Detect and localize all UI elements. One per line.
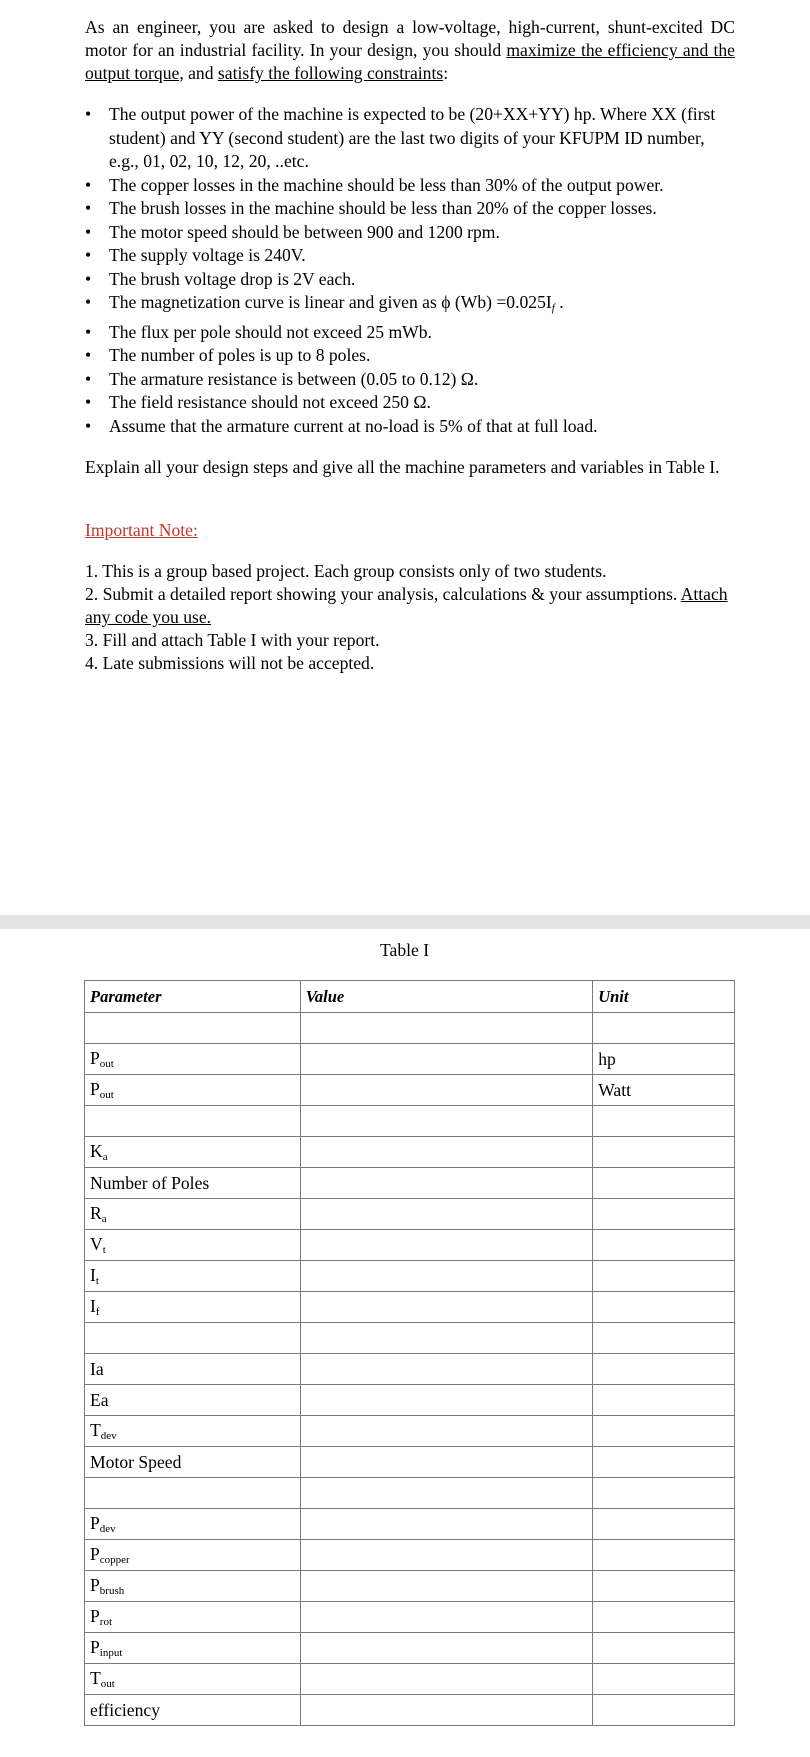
parameter-subscript: rot bbox=[99, 1616, 113, 1628]
unit-cell bbox=[593, 1478, 735, 1509]
table-row bbox=[85, 1540, 735, 1571]
table-row bbox=[85, 1230, 735, 1261]
parameter-name: I bbox=[90, 1296, 96, 1316]
table-row bbox=[85, 1509, 735, 1540]
note-item bbox=[85, 583, 735, 629]
constraint-text: The brush losses in the machine should be less than 20% of the copper losses. bbox=[109, 198, 657, 218]
page-divider bbox=[0, 915, 810, 929]
parameter-cell bbox=[85, 1540, 301, 1571]
value-cell[interactable] bbox=[300, 1385, 592, 1416]
header-unit: Unit bbox=[593, 981, 735, 1013]
bullet-icon: • bbox=[85, 292, 92, 312]
table-row bbox=[85, 1664, 735, 1695]
parameter-cell bbox=[85, 1416, 301, 1447]
parameter-name: P bbox=[90, 1048, 100, 1068]
parameter-name: P bbox=[90, 1575, 100, 1595]
unit-cell bbox=[593, 1664, 735, 1695]
table-row bbox=[85, 1323, 735, 1354]
parameter-cell bbox=[85, 1044, 301, 1075]
parameter-cell bbox=[85, 1602, 301, 1633]
parameter-name: Ia bbox=[90, 1358, 104, 1379]
value-cell[interactable] bbox=[300, 1571, 592, 1602]
unit-cell bbox=[593, 1323, 735, 1354]
table-row bbox=[85, 1075, 735, 1106]
constraint-item bbox=[85, 321, 735, 345]
constraint-text: The number of poles is up to 8 poles. bbox=[109, 345, 371, 365]
parameter-cell bbox=[85, 1075, 301, 1106]
constraint-text: The brush voltage drop is 2V each. bbox=[109, 268, 356, 289]
table-row bbox=[85, 1199, 735, 1230]
value-cell[interactable] bbox=[300, 1137, 592, 1168]
parameter-cell bbox=[85, 1447, 301, 1478]
value-cell[interactable] bbox=[300, 1416, 592, 1447]
bullet-icon: • bbox=[85, 415, 92, 436]
unit-cell bbox=[593, 1509, 735, 1540]
bullet-icon: • bbox=[85, 392, 92, 412]
constraint-item bbox=[85, 221, 735, 245]
constraint-item bbox=[85, 368, 735, 392]
constraint-item bbox=[85, 244, 735, 268]
constraint-text: The output power of the machine is expected to be (20+XX+YY) hp. Where XX (first student) and YY (second student) are the last two digits of your KFUPM ID number, e.g., 01, 02, 10, 12, 20, ..etc. bbox=[109, 104, 716, 171]
parameter-subscript: out bbox=[100, 1678, 115, 1690]
parameter-name: I bbox=[90, 1265, 96, 1285]
table-row bbox=[85, 1106, 735, 1137]
parameter-cell bbox=[85, 1354, 301, 1385]
bullet-icon: • bbox=[85, 368, 92, 389]
value-cell[interactable] bbox=[300, 1602, 592, 1633]
note-item: 3. Fill and attach Table I with your report. bbox=[85, 630, 380, 650]
constraint-text: The magnetization curve is linear and given as ϕ (Wb) =0.025I bbox=[109, 292, 552, 312]
parameter-name: P bbox=[90, 1544, 100, 1564]
unit-cell bbox=[593, 1013, 735, 1044]
note-item: 1. This is a group based project. Each group consists only of two students. bbox=[85, 561, 607, 581]
constraints-list bbox=[85, 103, 735, 438]
parameter-cell bbox=[85, 1571, 301, 1602]
unit-cell bbox=[593, 1230, 735, 1261]
intro-paragraph bbox=[85, 16, 735, 85]
parameter-name: Number of Poles bbox=[90, 1172, 210, 1193]
constraint-suffix: . bbox=[554, 292, 564, 312]
table-header-row bbox=[85, 981, 735, 1013]
table-row bbox=[85, 1633, 735, 1664]
parameter-subscript: a bbox=[102, 1151, 108, 1163]
bullet-icon: • bbox=[85, 221, 92, 242]
parameter-subscript: dev bbox=[99, 1523, 116, 1535]
table-row bbox=[85, 1571, 735, 1602]
table-row bbox=[85, 1416, 735, 1447]
note-code-instruction: Attach any code you use. bbox=[85, 584, 728, 627]
value-cell[interactable] bbox=[300, 1447, 592, 1478]
bullet-icon: • bbox=[85, 245, 92, 265]
unit-cell bbox=[593, 1354, 735, 1385]
constraint-text: The field resistance should not exceed 250 Ω. bbox=[109, 392, 431, 412]
table-row bbox=[85, 1044, 735, 1075]
value-cell[interactable] bbox=[300, 1695, 592, 1726]
value-cell[interactable] bbox=[300, 1013, 592, 1044]
constraint-item bbox=[85, 174, 735, 198]
parameter-name: P bbox=[90, 1079, 100, 1099]
constraint-item bbox=[85, 197, 735, 221]
field-current-subscript: f bbox=[551, 302, 555, 314]
parameter-cell bbox=[85, 1664, 301, 1695]
parameter-cell bbox=[85, 1695, 301, 1726]
parameters-table bbox=[84, 980, 735, 1726]
parameter-subscript: dev bbox=[100, 1430, 117, 1442]
problem-statement bbox=[85, 16, 735, 675]
parameter-name: T bbox=[90, 1420, 101, 1440]
parameter-cell bbox=[85, 1199, 301, 1230]
unit-cell bbox=[593, 1571, 735, 1602]
table-row bbox=[85, 1385, 735, 1416]
table-row bbox=[85, 1013, 735, 1044]
table-row bbox=[85, 1168, 735, 1199]
header-value: Value bbox=[300, 981, 592, 1013]
parameter-cell bbox=[85, 1261, 301, 1292]
bullet-icon: • bbox=[85, 104, 92, 124]
value-cell[interactable] bbox=[300, 1633, 592, 1664]
unit-cell bbox=[593, 1199, 735, 1230]
parameter-cell bbox=[85, 1106, 301, 1137]
unit-cell bbox=[593, 1416, 735, 1447]
value-cell[interactable] bbox=[300, 1044, 592, 1075]
parameter-cell bbox=[85, 1323, 301, 1354]
parameter-cell bbox=[85, 1633, 301, 1664]
value-cell[interactable] bbox=[300, 1354, 592, 1385]
parameter-subscript: t bbox=[95, 1275, 99, 1287]
unit-cell bbox=[593, 1261, 735, 1292]
parameter-cell bbox=[85, 1509, 301, 1540]
intro-text-2: , and bbox=[179, 63, 218, 83]
parameter-name: efficiency bbox=[90, 1699, 161, 1720]
parameter-name: Motor Speed bbox=[90, 1451, 182, 1472]
constraint-item bbox=[85, 391, 735, 415]
value-cell[interactable] bbox=[300, 1230, 592, 1261]
bullet-icon: • bbox=[85, 321, 92, 342]
constraint-text: The flux per pole should not exceed 25 mWb. bbox=[109, 321, 432, 342]
table-row bbox=[85, 1292, 735, 1323]
explain-paragraph: Explain all your design steps and give all the machine parameters and variables in Table I. bbox=[85, 457, 720, 477]
constraint-item bbox=[85, 415, 735, 439]
constraint-item bbox=[85, 291, 735, 321]
parameter-name: T bbox=[90, 1668, 101, 1688]
unit-cell: hp bbox=[593, 1044, 735, 1075]
value-cell[interactable] bbox=[300, 1168, 592, 1199]
constraint-text: The armature resistance is between (0.05 to 0.12) Ω. bbox=[109, 368, 479, 389]
parameter-name: P bbox=[90, 1513, 100, 1533]
value-cell[interactable] bbox=[300, 1478, 592, 1509]
unit-cell bbox=[593, 1695, 735, 1726]
unit-cell bbox=[593, 1447, 735, 1478]
parameter-cell bbox=[85, 1385, 301, 1416]
table-row bbox=[85, 1478, 735, 1509]
value-cell[interactable] bbox=[300, 1323, 592, 1354]
parameter-subscript: out bbox=[99, 1058, 114, 1070]
constraint-item bbox=[85, 344, 735, 368]
value-cell[interactable] bbox=[300, 1292, 592, 1323]
value-cell[interactable] bbox=[300, 1261, 592, 1292]
unit-cell bbox=[593, 1106, 735, 1137]
parameter-subscript: t bbox=[102, 1244, 106, 1256]
parameter-name: P bbox=[90, 1606, 100, 1626]
value-cell[interactable] bbox=[300, 1540, 592, 1571]
parameter-cell bbox=[85, 1013, 301, 1044]
intro-objective: maximize the efficiency and the output torque bbox=[85, 40, 735, 83]
table-title: Table I bbox=[380, 940, 430, 960]
parameter-name: P bbox=[90, 1637, 100, 1657]
table-row bbox=[85, 1137, 735, 1168]
parameter-cell bbox=[85, 1230, 301, 1261]
parameter-subscript: a bbox=[101, 1213, 107, 1225]
constraint-item bbox=[85, 103, 735, 174]
value-cell[interactable] bbox=[300, 1075, 592, 1106]
bullet-icon: • bbox=[85, 268, 92, 289]
constraint-text: Assume that the armature current at no-load is 5% of that at full load. bbox=[109, 415, 598, 436]
parameter-cell bbox=[85, 1478, 301, 1509]
parameter-subscript: input bbox=[99, 1647, 123, 1659]
bullet-icon: • bbox=[85, 345, 92, 365]
unit-cell bbox=[593, 1385, 735, 1416]
value-cell[interactable] bbox=[300, 1509, 592, 1540]
constraint-text: The copper losses in the machine should be less than 30% of the output power. bbox=[109, 174, 664, 195]
value-cell[interactable] bbox=[300, 1106, 592, 1137]
bullet-icon: • bbox=[85, 174, 92, 195]
parameter-subscript: copper bbox=[99, 1554, 130, 1566]
unit-cell bbox=[593, 1168, 735, 1199]
table-body bbox=[85, 1013, 735, 1726]
table-row bbox=[85, 1354, 735, 1385]
constraint-text: The motor speed should be between 900 and 1200 rpm. bbox=[109, 221, 500, 242]
parameter-name: R bbox=[90, 1203, 102, 1223]
intro-text: As an engineer, you are asked to design a low-voltage, high-current, shunt-excited DC motor for an industrial facility. In your design, you should bbox=[85, 17, 735, 60]
unit-cell bbox=[593, 1137, 735, 1168]
parameter-name: V bbox=[90, 1234, 103, 1254]
parameter-cell bbox=[85, 1137, 301, 1168]
unit-cell bbox=[593, 1292, 735, 1323]
table-row bbox=[85, 1602, 735, 1633]
unit-cell: Watt bbox=[593, 1075, 735, 1106]
unit-cell bbox=[593, 1633, 735, 1664]
parameter-name: K bbox=[90, 1141, 103, 1161]
table-row bbox=[85, 1695, 735, 1726]
table-row bbox=[85, 1447, 735, 1478]
parameter-subscript: brush bbox=[99, 1585, 125, 1597]
note-text: 2. Submit a detailed report showing your analysis, calculations & your assumptions. bbox=[85, 584, 681, 604]
parameter-cell bbox=[85, 1292, 301, 1323]
value-cell[interactable] bbox=[300, 1199, 592, 1230]
parameter-subscript: out bbox=[99, 1089, 114, 1101]
value-cell[interactable] bbox=[300, 1664, 592, 1695]
constraint-text: The supply voltage is 240V. bbox=[109, 245, 306, 265]
header-parameter: Parameter bbox=[85, 981, 301, 1013]
note-item: 4. Late submissions will not be accepted. bbox=[85, 653, 375, 673]
unit-cell bbox=[593, 1540, 735, 1571]
intro-constraints-phrase: satisfy the following constraints bbox=[217, 63, 444, 83]
intro-colon: : bbox=[443, 63, 449, 83]
notes-list bbox=[85, 560, 735, 675]
parameter-subscript: f bbox=[95, 1306, 100, 1318]
important-note-heading: Important Note: bbox=[85, 520, 198, 540]
bullet-icon: • bbox=[85, 198, 92, 218]
unit-cell bbox=[593, 1602, 735, 1633]
table-row bbox=[85, 1261, 735, 1292]
parameter-cell bbox=[85, 1168, 301, 1199]
parameter-name: Ea bbox=[90, 1389, 109, 1410]
constraint-item bbox=[85, 268, 735, 292]
